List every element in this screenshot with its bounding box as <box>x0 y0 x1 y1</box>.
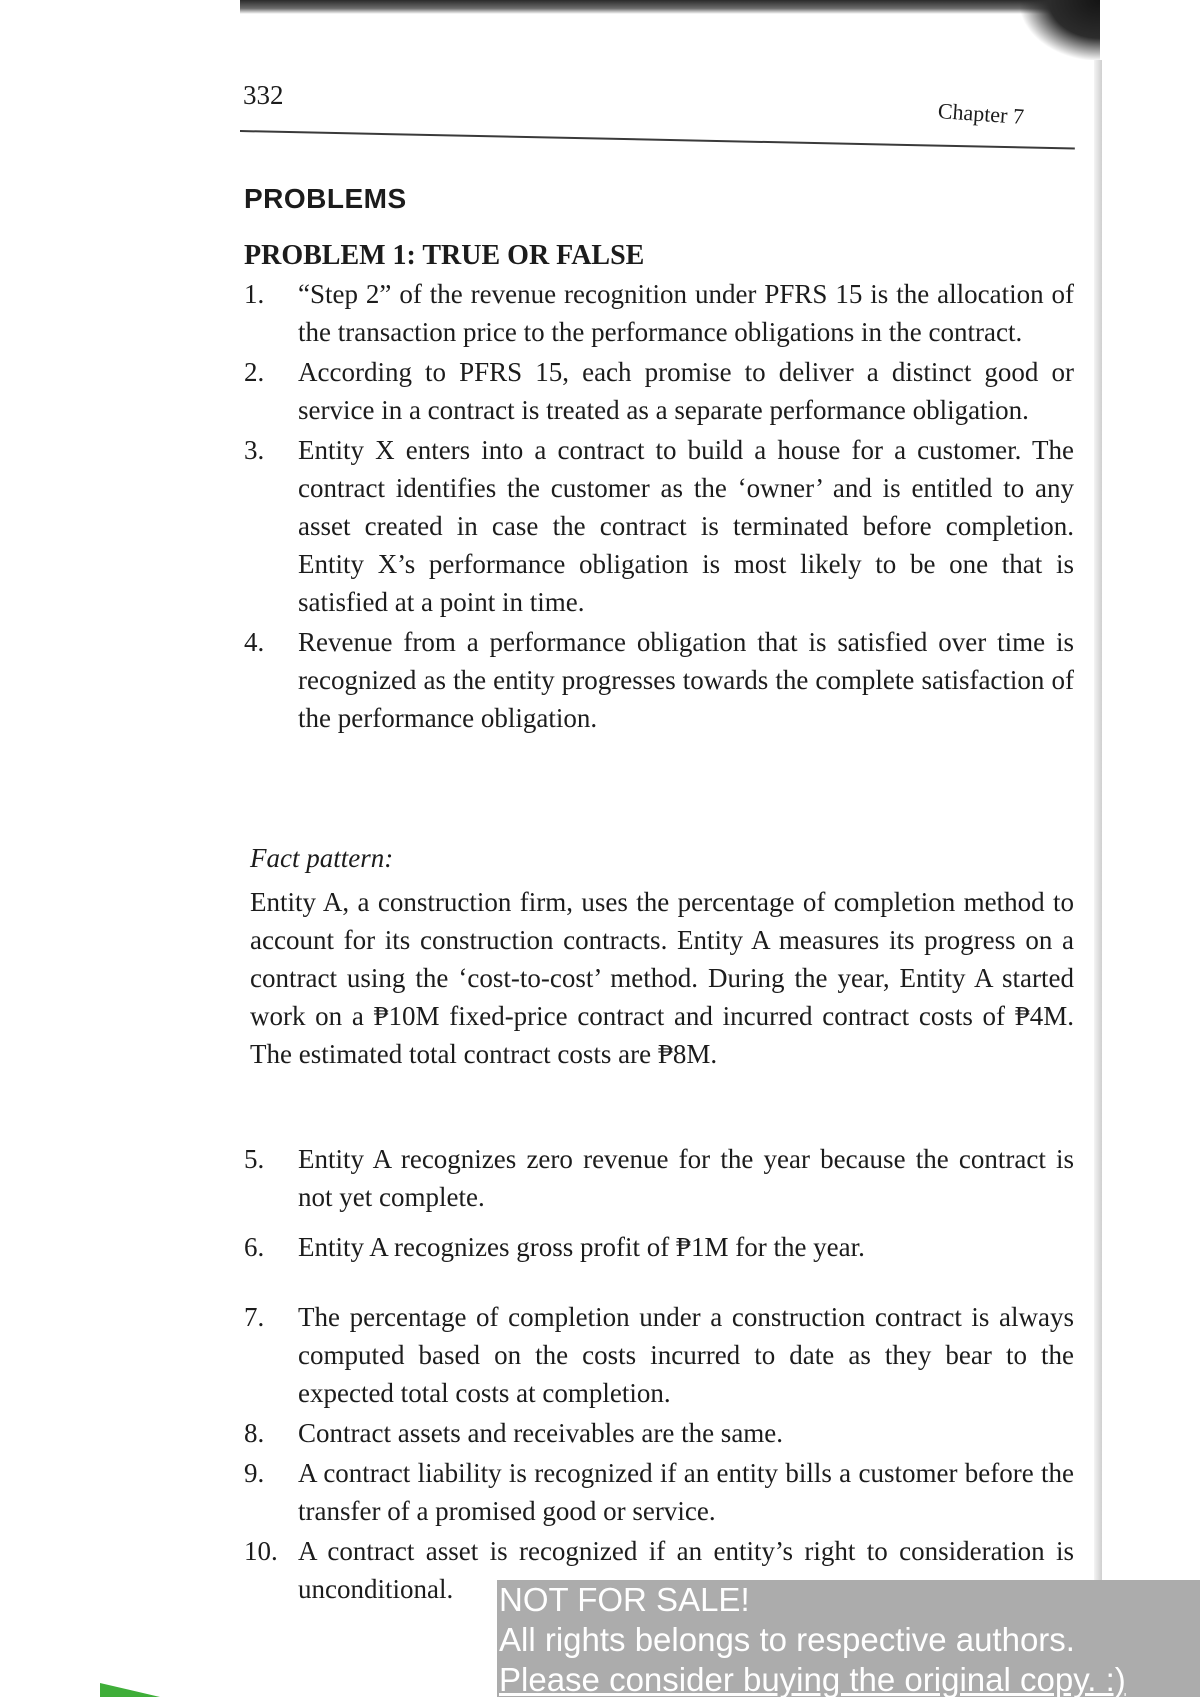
question-list <box>244 275 1074 737</box>
page-edge <box>1094 60 1102 1580</box>
question-number: 6. <box>244 1232 265 1262</box>
question-item <box>244 353 1074 429</box>
question-text: Revenue from a performance obligation that is satisfied over time is recognized as the entity progresses towards the complete satisfaction of the performance obligation. <box>298 627 1074 733</box>
question-list <box>244 1298 1074 1608</box>
chapter-label: Chapter 7 <box>937 98 1025 129</box>
question-text: A contract asset is recognized if an entity’s right to consideration is unconditional. <box>298 1536 1074 1604</box>
question-number: 1. <box>244 279 265 309</box>
question-list <box>244 1140 1074 1266</box>
question-number: 8. <box>244 1418 265 1448</box>
background-corner <box>100 1683 160 1697</box>
question-item <box>244 1414 1074 1452</box>
question-item <box>244 623 1074 737</box>
question-number: 4. <box>244 627 265 657</box>
question-item <box>244 431 1074 621</box>
question-number: 3. <box>244 435 265 465</box>
question-text: A contract liability is recognized if an entity bills a customer before the transfer of a promised good or service. <box>298 1458 1074 1526</box>
question-item <box>244 275 1074 351</box>
watermark-line: NOT FOR SALE! <box>499 1581 750 1618</box>
question-text: Entity A recognizes zero revenue for the year because the contract is not yet complete. <box>298 1144 1074 1212</box>
question-number: 5. <box>244 1144 265 1174</box>
right-margin <box>1102 0 1200 1697</box>
watermark-line: Please consider buying the original copy. :) <box>499 1661 1126 1697</box>
problem-title: PROBLEM 1: TRUE OR FALSE <box>244 240 645 271</box>
question-text: The percentage of completion under a construction contract is always computed based on the costs incurred to date as they bear to the expected total costs at completion. <box>298 1302 1074 1408</box>
page-corner-shadow <box>1020 0 1100 60</box>
fact-pattern-body: Entity A, a construction firm, uses the percentage of completion method to account for its construction contracts. Entity A measures its progress on a contract using the ‘cost-to-cost’ method. During the year, Entity A started work on a ₱10M fixed-price contract and incurred contract costs of ₱4M. The estimated total contract costs are ₱8M. <box>250 887 1074 1069</box>
question-item <box>244 1140 1074 1216</box>
page-number: 332 <box>243 80 284 110</box>
question-number: 2. <box>244 357 265 387</box>
question-number: 10. <box>244 1536 278 1566</box>
page-top-shadow <box>240 0 1100 14</box>
fact-pattern-heading: Fact pattern: <box>250 843 394 873</box>
question-text: Contract assets and receivables are the same. <box>298 1418 784 1448</box>
question-number: 7. <box>244 1302 265 1332</box>
header-rule <box>240 130 1075 149</box>
question-text: According to PFRS 15, each promise to deliver a distinct good or service in a contract is treated as a separate performance obligation. <box>298 357 1074 425</box>
question-item <box>244 1228 1074 1266</box>
watermark-line: All rights belongs to respective authors. <box>499 1621 1075 1658</box>
question-item <box>244 1298 1074 1412</box>
section-title: PROBLEMS <box>244 183 407 214</box>
question-text: Entity A recognizes gross profit of ₱1M for the year. <box>298 1232 865 1262</box>
question-text: Entity X enters into a contract to build a house for a customer. The contract identifies the customer as the ‘owner’ and is entitled to any asset created in case the contract is terminated before completion. Entity X’s performance obligation is most likely to be one that is satisfied at a point in time. <box>298 435 1074 617</box>
question-text: “Step 2” of the revenue recognition under PFRS 15 is the allocation of the transaction price to the performance obligations in the contract. <box>298 279 1074 347</box>
question-number: 9. <box>244 1458 265 1488</box>
watermark-overlay <box>497 1580 1200 1697</box>
question-item <box>244 1454 1074 1530</box>
